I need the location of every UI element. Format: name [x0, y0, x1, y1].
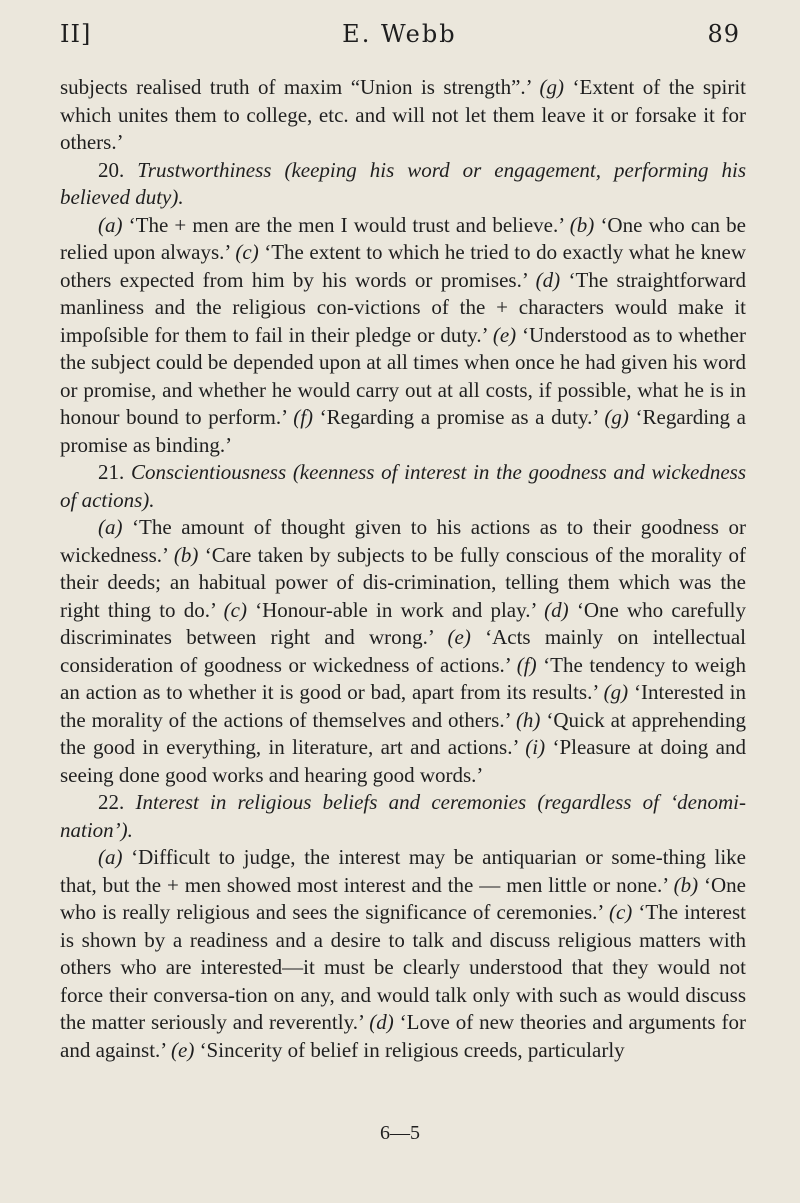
italic-text: (d)	[544, 597, 569, 622]
text-run: ‘One who carefully discriminates between right and wrong.’	[60, 597, 746, 649]
body-text	[60, 74, 746, 1064]
italic-text: (b)	[173, 542, 199, 567]
text-run: 21.	[98, 460, 131, 484]
italic-text: Conscientiousness (keenness of interest in the goodness and wickedness of actions).	[60, 460, 747, 512]
text-run: 22.	[98, 790, 136, 814]
italic-text: (i)	[525, 735, 546, 759]
italic-text: (d)	[535, 267, 561, 292]
text-run: ‘The tendency to weigh an action as to whether it is good or bad, apart from its results.’	[60, 652, 746, 704]
running-title: E. Webb	[342, 20, 457, 48]
chapter-number: II]	[60, 20, 92, 48]
text-run: ‘The interest is shown by a readiness and a desire to talk and discuss religious matters with others who are interested—it must be clearly understood that they would not force their conversa-tion on any, and would talk only with such as would discuss the matter seriously and reverently.’	[60, 900, 746, 1034]
paragraph	[60, 74, 746, 157]
italic-text: (f)	[516, 652, 537, 677]
text-run: ‘One who is really religious and sees the significance of ceremonies.’	[60, 872, 746, 924]
paragraph	[60, 514, 746, 789]
italic-text: (b)	[673, 872, 699, 897]
paragraph	[60, 844, 746, 1064]
text-run: ‘Quick at apprehending the good in everything, in literature, art and actions.’	[60, 707, 746, 759]
paragraph	[60, 157, 746, 212]
signature-mark: 6—5	[380, 1122, 420, 1144]
italic-text: (f)	[293, 405, 314, 429]
text-run: ‘Sincerity of belief in religious creeds, particularly	[194, 1037, 625, 1062]
italic-text: (e)	[492, 322, 517, 347]
text-run: ‘The straightforward manliness and the religious con-victions of the + characters would make it impoſsible for them to fail in their pledge or duty.’	[60, 267, 746, 347]
text-run: subjects realised truth of maxim “Union is strength”.’	[60, 75, 540, 99]
text-run: ‘Love of new theories and arguments for and against.’	[60, 1010, 746, 1062]
text-run: ‘The amount of thought given to his actions as to their goodness or wickedness.’	[60, 515, 746, 567]
paragraph	[60, 789, 746, 844]
italic-text: (g)	[539, 75, 565, 99]
running-header	[60, 14, 740, 54]
text-run: ‘Interested in the morality of the actions of themselves and others.’	[60, 680, 746, 732]
text-run: ‘Acts mainly on intellectual consideration of goodness or wickedness of actions.’	[60, 625, 746, 677]
text-run: ‘Regarding a promise as a duty.’	[313, 405, 605, 429]
text-run: ‘One who can be relied upon always.’	[60, 212, 746, 264]
text-run: 20.	[98, 157, 138, 182]
italic-text: (c)	[223, 597, 247, 622]
text-run: ‘Care taken by subjects to be fully conscious of the morality of their deeds; an habitual power of dis-crimination, telling them which was the right thing to do.’	[60, 542, 747, 622]
text-run: ‘Pleasure at doing and seeing done good works and hearing good words.’	[60, 735, 746, 787]
italic-text: (e)	[447, 625, 471, 649]
italic-text: (g)	[604, 405, 629, 429]
italic-text: (a)	[98, 515, 123, 539]
italic-text: (d)	[369, 1010, 394, 1034]
text-run: ‘The extent to which he tried to do exactly what he knew others expected from him by his words or promises.’	[60, 240, 746, 292]
italic-text: (c)	[235, 240, 259, 264]
text-run: ‘The + men are the men I would trust and believe.’	[122, 212, 570, 237]
text-run: ‘Understood as to whether the subject could be depended upon at all times when once he had given his word or promise, and whether he would carry out at all costs, if possible, what he is in honour bound to perform.’	[60, 322, 746, 429]
italic-text: Trustworthiness (keeping his word or engagement, performing his believed duty).	[60, 157, 746, 209]
text-run: ‘Extent of the spirit which unites them to college, etc. and will not let them leave it or forsake it for others.’	[60, 75, 746, 154]
italic-text: (g)	[603, 680, 629, 704]
italic-text: (b)	[569, 212, 595, 237]
text-run: ‘Difficult to judge, the interest may be antiquarian or some-thing like that, but the + men showed most interest and the — men little or none.’	[60, 845, 746, 897]
italic-text: Interest in religious beliefs and ceremonies (regardless of ‘denomi-nation’).	[60, 790, 746, 842]
page-number: 89	[707, 20, 740, 48]
paragraph	[60, 212, 746, 460]
italic-text: (a)	[98, 845, 123, 869]
paragraph	[60, 459, 746, 514]
italic-text: (a)	[98, 212, 123, 237]
italic-text: (e)	[171, 1037, 195, 1062]
text-run: ‘Regarding a promise as binding.’	[60, 405, 746, 457]
italic-text: (h)	[515, 707, 541, 732]
text-run: ‘Honour-able in work and play.’	[246, 597, 545, 622]
italic-text: (c)	[608, 900, 633, 924]
